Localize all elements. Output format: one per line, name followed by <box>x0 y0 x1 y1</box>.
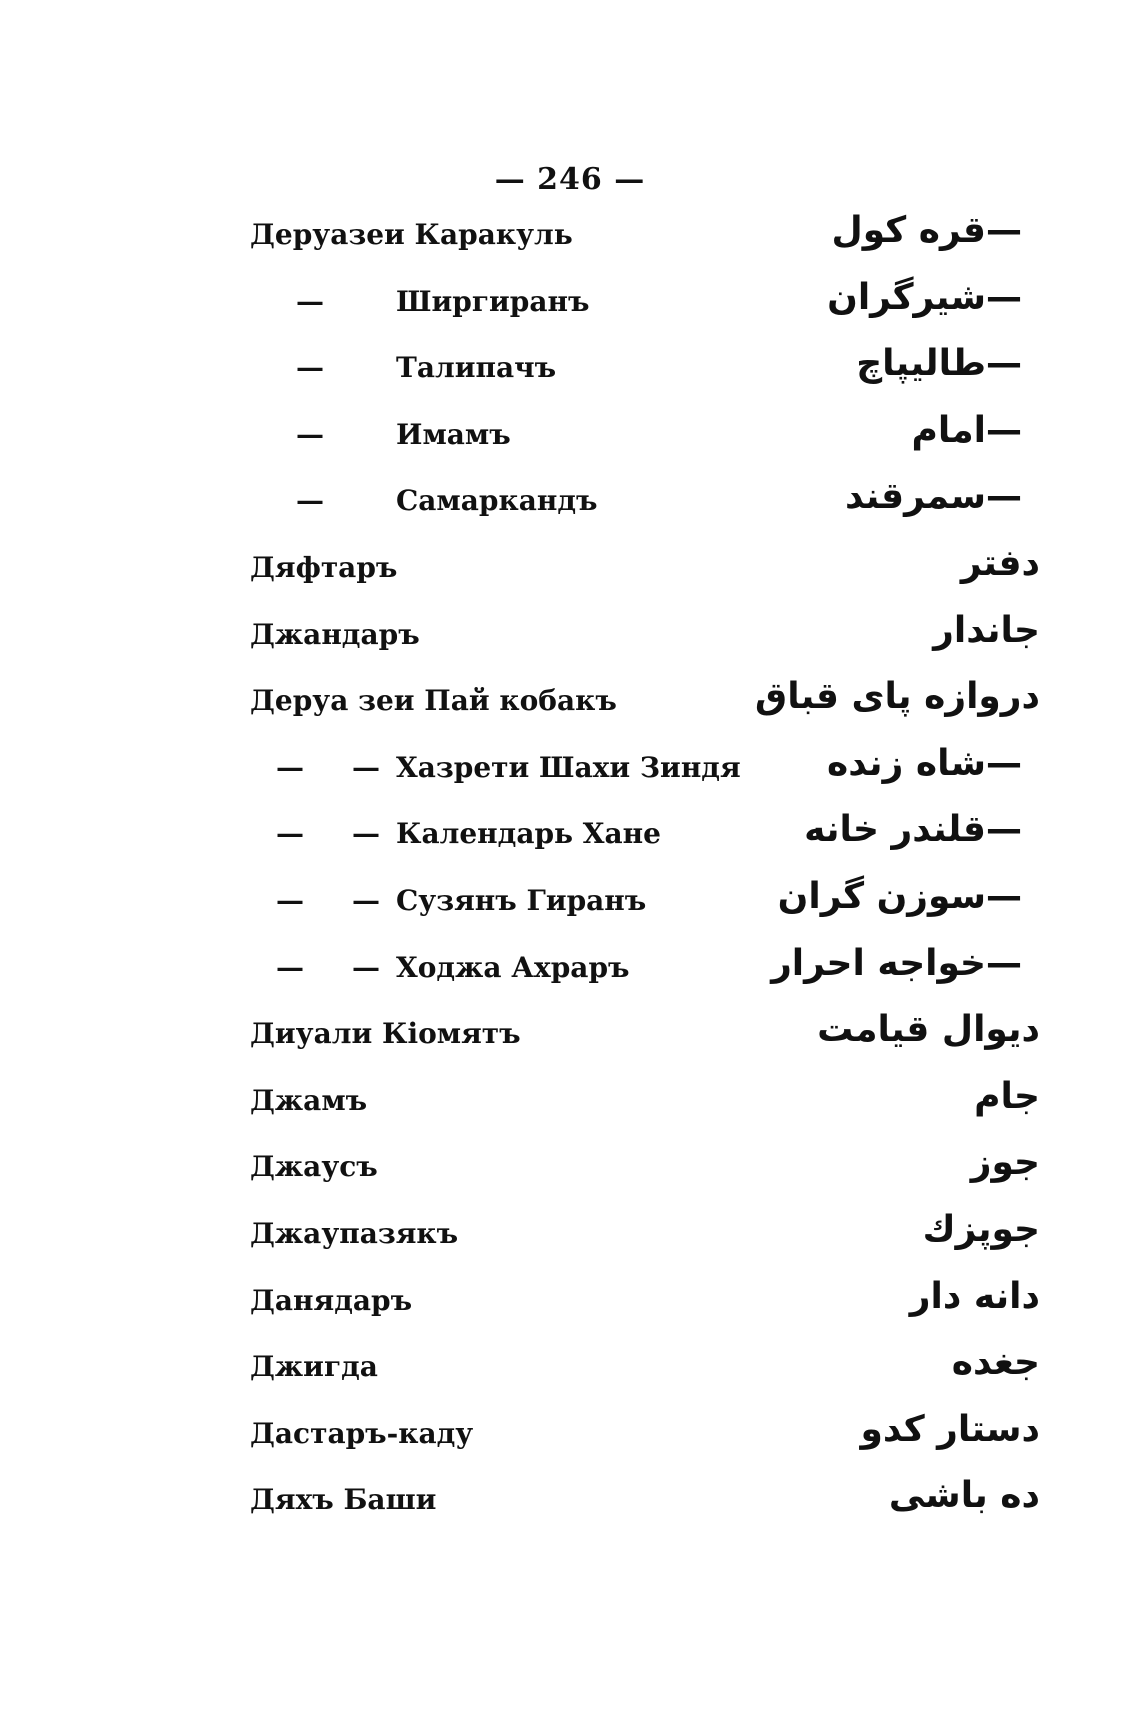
ditto-dash: — <box>352 817 380 851</box>
persian-term: دانه دار <box>909 1275 1040 1317</box>
russian-term: Талипачъ <box>396 351 557 385</box>
ditto-dash: — <box>352 950 380 984</box>
ditto-dash: — <box>296 351 324 385</box>
persian-term-text: شیرگران <box>827 276 986 318</box>
ditto-dash: — <box>276 750 304 784</box>
russian-term: Деруазеи Каракуль <box>250 218 573 251</box>
page-number: — 246 — <box>494 162 646 197</box>
glossary-entry <box>0 1074 1140 1141</box>
persian-term: دیوال قیامت <box>817 1009 1040 1051</box>
glossary-entry <box>0 408 1140 475</box>
ditto-dash: — <box>986 343 1022 385</box>
persian-term-text: طالیپاچ <box>856 343 986 385</box>
persian-term <box>845 476 1040 517</box>
russian-term: Самаркандъ <box>396 484 598 518</box>
glossary-entry <box>0 1274 1140 1341</box>
persian-term-text: خواجه احرار <box>771 942 986 984</box>
glossary-entry <box>0 941 1140 1008</box>
russian-term: Календарь Хане <box>396 817 661 851</box>
persian-term-text: امام <box>911 409 986 451</box>
ditto-dash: — <box>296 417 324 451</box>
russian-term: Данядаръ <box>250 1283 413 1317</box>
persian-term <box>771 943 1040 984</box>
ditto-dash: — <box>352 750 380 784</box>
persian-term: جوز <box>970 1142 1040 1184</box>
ditto-dash: — <box>296 284 324 318</box>
glossary-entry <box>0 1473 1140 1540</box>
russian-term: Сузянъ Гиранъ <box>396 883 647 917</box>
ditto-dash: — <box>986 276 1022 318</box>
ditto-dash: — <box>986 942 1022 984</box>
persian-term: دروازه پای قباق <box>755 676 1040 718</box>
persian-term <box>827 277 1040 318</box>
persian-term-text: سمرقند <box>845 476 986 518</box>
persian-term <box>856 343 1040 384</box>
persian-term <box>804 809 1040 850</box>
russian-term: Дяхъ Баши <box>250 1483 437 1517</box>
glossary-list <box>0 208 1140 1540</box>
ditto-dash: — <box>986 809 1022 851</box>
persian-term <box>832 210 1041 251</box>
ditto-dash: — <box>276 883 304 917</box>
glossary-entry <box>0 1407 1140 1474</box>
russian-term: Джаупазякъ <box>250 1216 459 1250</box>
ditto-dash: — <box>986 409 1022 451</box>
glossary-entry <box>0 741 1140 808</box>
glossary-entry <box>0 1207 1140 1274</box>
persian-term: جام <box>974 1075 1040 1117</box>
glossary-entry <box>0 275 1140 342</box>
russian-term: Джаусъ <box>250 1150 378 1184</box>
glossary-entry <box>0 541 1140 608</box>
persian-term: دستار کدو <box>860 1408 1040 1450</box>
glossary-entry <box>0 674 1140 741</box>
russian-term: Дяфтаръ <box>250 550 398 584</box>
persian-term <box>778 876 1040 917</box>
ditto-dash: — <box>296 484 324 518</box>
persian-term: جاندار <box>933 609 1040 651</box>
ditto-dash: — <box>986 875 1022 917</box>
persian-term: جغده <box>951 1342 1040 1384</box>
ditto-dash: — <box>986 210 1022 251</box>
russian-term: Имамъ <box>396 417 511 451</box>
persian-term: جوپزك <box>922 1208 1040 1250</box>
russian-term: Джандаръ <box>250 617 420 651</box>
persian-term-text: سوزن گران <box>777 875 986 917</box>
ditto-dash: — <box>276 950 304 984</box>
ditto-dash: — <box>352 883 380 917</box>
glossary-entry <box>0 874 1140 941</box>
glossary-entry <box>0 208 1140 275</box>
glossary-entry <box>0 608 1140 675</box>
persian-term: ده باشی <box>888 1475 1040 1517</box>
glossary-entry <box>0 1007 1140 1074</box>
persian-term <box>911 410 1040 451</box>
persian-term: دفتر <box>960 542 1040 584</box>
russian-term: Диуали Кіомятъ <box>250 1017 521 1051</box>
glossary-entry <box>0 341 1140 408</box>
ditto-dash: — <box>986 742 1022 784</box>
russian-term: Джигда <box>250 1350 378 1384</box>
russian-term: Хазрети Шахи Зиндя <box>396 750 741 784</box>
glossary-entry <box>0 1340 1140 1407</box>
ditto-dash: — <box>276 817 304 851</box>
russian-term: Ширгиранъ <box>396 284 590 318</box>
russian-term: Деруа зеи Пай кобакъ <box>250 684 617 718</box>
russian-term: Ходжа Ахраръ <box>396 950 630 984</box>
russian-term: Джамъ <box>250 1083 368 1117</box>
persian-term-text: قره کول <box>831 210 986 251</box>
persian-term-text: شاه زنده <box>827 742 986 784</box>
glossary-entry <box>0 807 1140 874</box>
ditto-dash: — <box>986 476 1022 518</box>
glossary-entry <box>0 1140 1140 1207</box>
russian-term: Дастаръ-каду <box>250 1416 474 1450</box>
persian-term <box>827 743 1040 784</box>
glossary-entry <box>0 474 1140 541</box>
persian-term-text: قلندر خانه <box>804 809 986 851</box>
